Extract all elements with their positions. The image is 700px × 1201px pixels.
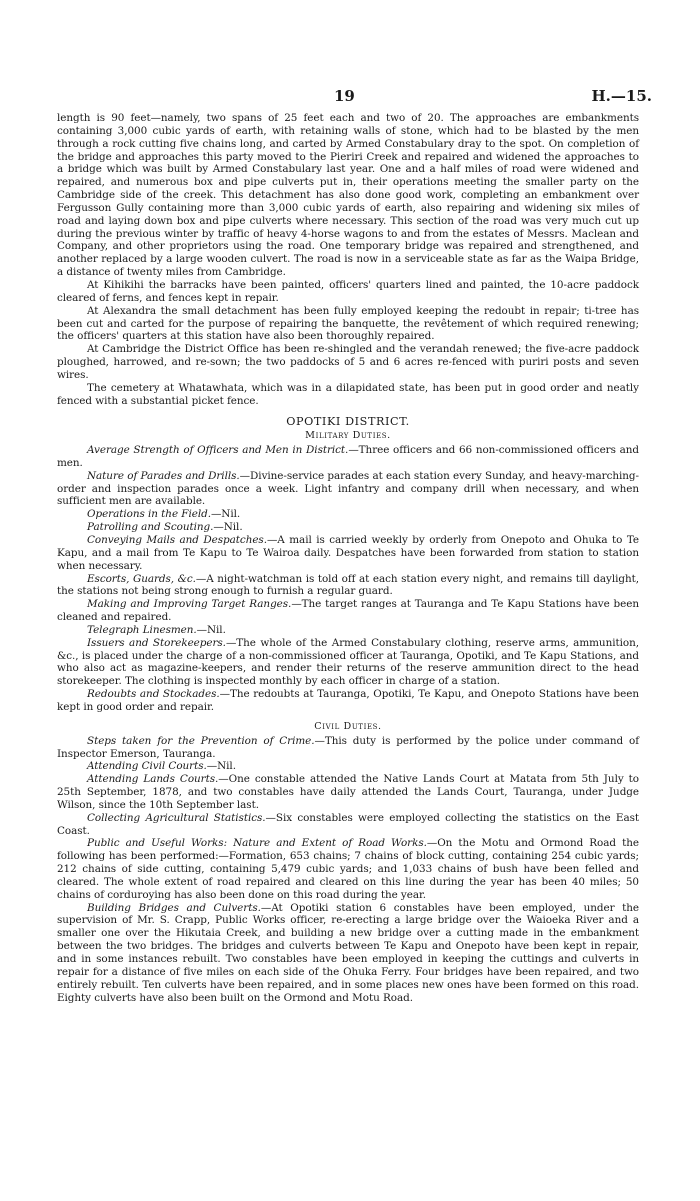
page-header — [0, 87, 700, 109]
duty-item — [57, 534, 639, 573]
duty-text: —The target ranges at Tauranga and Te Kapu Stations have been cleaned and repaired. — [57, 598, 639, 624]
duty-item — [57, 508, 639, 521]
duty-label: Attending Lands Courts. — [87, 773, 219, 786]
duty-text: —Nil. — [210, 508, 241, 521]
duty-label: Collecting Agricultural Statistics. — [87, 811, 266, 824]
paragraph: At Alexandra the small detachment has been fully employed keeping the redoubt in repair; ti-tree has been cut and carted for the purpose of repairing the banquette, the revêtement of which required renewing; the officers' quarters at this station have also been thoroughly repaired. — [57, 304, 639, 343]
document-reference: H.—15. — [591, 87, 652, 105]
district-heading: OPOTIKI DISTRICT. — [286, 415, 410, 429]
duty-text: —A night-watchman is told off at each station every night, and remains till daylight, the stations not being strong enough to furnish a regular guard. — [57, 572, 639, 598]
duty-item — [57, 444, 639, 470]
duty-label: Escorts, Guards, &c. — [87, 572, 196, 585]
duty-label: Average Strength of Officers and Men in District. — [87, 444, 349, 457]
paragraph: length is 90 feet—namely, two spans of 25 feet each and two of 20. The approaches are embankments containing 3,000 cubic yards of earth, with retaining walls of stone, which had to be blasted by the men through a rock cutting five chains long, and carted by Armed Constabulary dray to the spot. On completion of the bridge and approaches this party moved to the Pieriri Creek and repaired and widened the approaches to a bridge which was built by Armed Constabulary last year. One and a half miles of road were widened and repaired, and numerous box and pipe culverts put in, their operations meeting the smaller party on the Cambridge side of the creek. This detachment has also done good work, completing an embankment over Fergusson Gully containing more than 3,000 cubic yards of earth, also repairing and widening six miles of road and laying down box and pipe culverts where necessary. This section of the road was very much cut up during the previous winter by traffic of heavy 4-horse wagons to and from the estates of Messrs. Maclean and Company, and other proprietors using the road. One temporary bridge was repaired and strengthened, and another replaced by a large wooden culvert. The road is now in a serviceable state as far as the Waipa Bridge, a distance of twenty miles from Cambridge. — [57, 112, 639, 279]
duty-text: —Six constables were employed collecting the statistics on the East Coast. — [57, 811, 639, 837]
paragraph: At Kihikihi the barracks have been painted, officers' quarters lined and painted, the 10-acre paddock cleared of ferns, and fences kept in repair. — [57, 278, 639, 304]
civil-duties-heading: Civil Duties. — [314, 720, 382, 732]
duty-text: —The redoubts at Tauranga, Opotiki, Te Kapu, and Onepoto Stations have been kept in good order and repair. — [57, 688, 639, 713]
duty-label: Patrolling and Scouting. — [87, 521, 214, 534]
duty-item — [57, 902, 639, 1005]
duty-item — [57, 637, 639, 688]
duty-item — [57, 760, 639, 773]
duty-item — [57, 573, 639, 599]
duty-label: Operations in the Field. — [87, 508, 211, 521]
military-duties-heading: Military Duties. — [305, 430, 391, 442]
duty-item — [57, 773, 639, 812]
duty-item — [57, 837, 639, 901]
duty-label: Redoubts and Stockades. — [87, 688, 220, 701]
duty-item — [57, 624, 639, 637]
duty-label: Public and Useful Works: Nature and Extent of Road Works. — [87, 837, 427, 850]
duty-item — [57, 598, 639, 624]
duty-text: —Divine-service parades at each station every Sunday, and heavy-marching-order and inspection parades once a week. Light infantry and company drill when necessary, and when sufficient men are available. — [57, 469, 639, 508]
document-body — [57, 112, 639, 1004]
duty-label: Building Bridges and Culverts. — [87, 901, 261, 914]
paragraph: The cemetery at Whatawhata, which was in a dilapidated state, has been put in good order and neatly fenced with a substantial picket fence. — [57, 381, 639, 407]
duty-item — [57, 521, 639, 534]
duty-item — [57, 735, 639, 761]
duty-label: Making and Improving Target Ranges. — [87, 598, 292, 611]
duty-item — [57, 688, 639, 714]
duty-label: Issuers and Storekeepers. — [87, 636, 226, 649]
duty-label: Telegraph Linesmen. — [87, 623, 197, 636]
paragraph: At Cambridge the District Office has been re-shingled and the verandah renewed; the five-acre paddock ploughed, harrowed, and re-sown; the two paddocks of 5 and 6 acres re-fenced with puriri posts and seven wires. — [57, 343, 639, 381]
duty-text: —A mail is carried weekly by orderly from Onepoto and Ohuka to Te Kapu, and a mail from Te Kapu to Te Wairoa daily. Despatches have been forwarded from station to station when necessary. — [57, 534, 639, 572]
duty-text: —This duty is performed by the police under command of Inspector Emerson, Tauranga. — [57, 734, 639, 760]
duty-text: —One constable attended the Native Lands Court at Matata from 5th July to 25th September, 1878, and two constables have daily attended the Lands Court, Tauranga, under Judge Wilson, since the 10th September last. — [57, 773, 640, 811]
duty-text: —The whole of the Armed Constabulary clothing, reserve arms, ammunition, &c., is placed under the charge of a non-commissioned officer at Tauranga, Opotiki, and Te Kapu Stations, and who also act as magazine-keepers, and render their returns of the reserve ammunition direct to the head storekeeper. The clothing is inspected monthly by each officer in charge of a station. — [57, 636, 639, 688]
duty-label: Attending Civil Courts. — [87, 760, 207, 773]
duty-text: —Nil. — [196, 623, 226, 636]
duty-text: —Nil. — [206, 760, 236, 773]
duty-label: Steps taken for the Prevention of Crime. — [87, 734, 315, 747]
duty-label: Conveying Mails and Despatches. — [87, 534, 267, 546]
duty-label: Nature of Parades and Drills. — [87, 469, 240, 482]
duty-text: —Nil. — [213, 521, 243, 534]
page-number: 19 — [334, 87, 355, 105]
duty-text: —At Opotiki station 6 constables have been employed, under the supervision of Mr. S. Crapp, Public Works officer, re-erecting a large bridge over the Waioeka River and a smaller one over the Hikutaia Creek, and building a new bridge over a cutting made in the embankment between the two bridges. The bridges and culverts between Te Kapu and Onepoto have been kept in repair, and in some instances rebuilt. Two constables have been employed in keeping the cuttings and culverts in repair for a distance of five miles on each side of the Ohuka Ferry. Four bridges have been repaired, and two entirely rebuilt. Ten culverts have been repaired, and in some places new ones have been formed on this road. Eighty culverts have also been built on the Ormond and Motu Road. — [57, 901, 639, 1004]
duty-text: —Three officers and 66 non-commissioned officers and men. — [57, 444, 639, 469]
duty-text: —On the Motu and Ormond Road the following has been performed:—Formation, 653 chains; 7 chains of block cutting, containing 254 cubic yards; 212 chains of side cutting, containing 5,479 cubic yards; and 1,033 chains of bush have been felled and cleared. The whole extent of road repaired and cleared on this line during the year has been 40 miles; 50 chains of corduroying has also been done on this road during the year. — [57, 837, 639, 901]
duty-item — [57, 470, 639, 509]
duty-item — [57, 812, 639, 838]
